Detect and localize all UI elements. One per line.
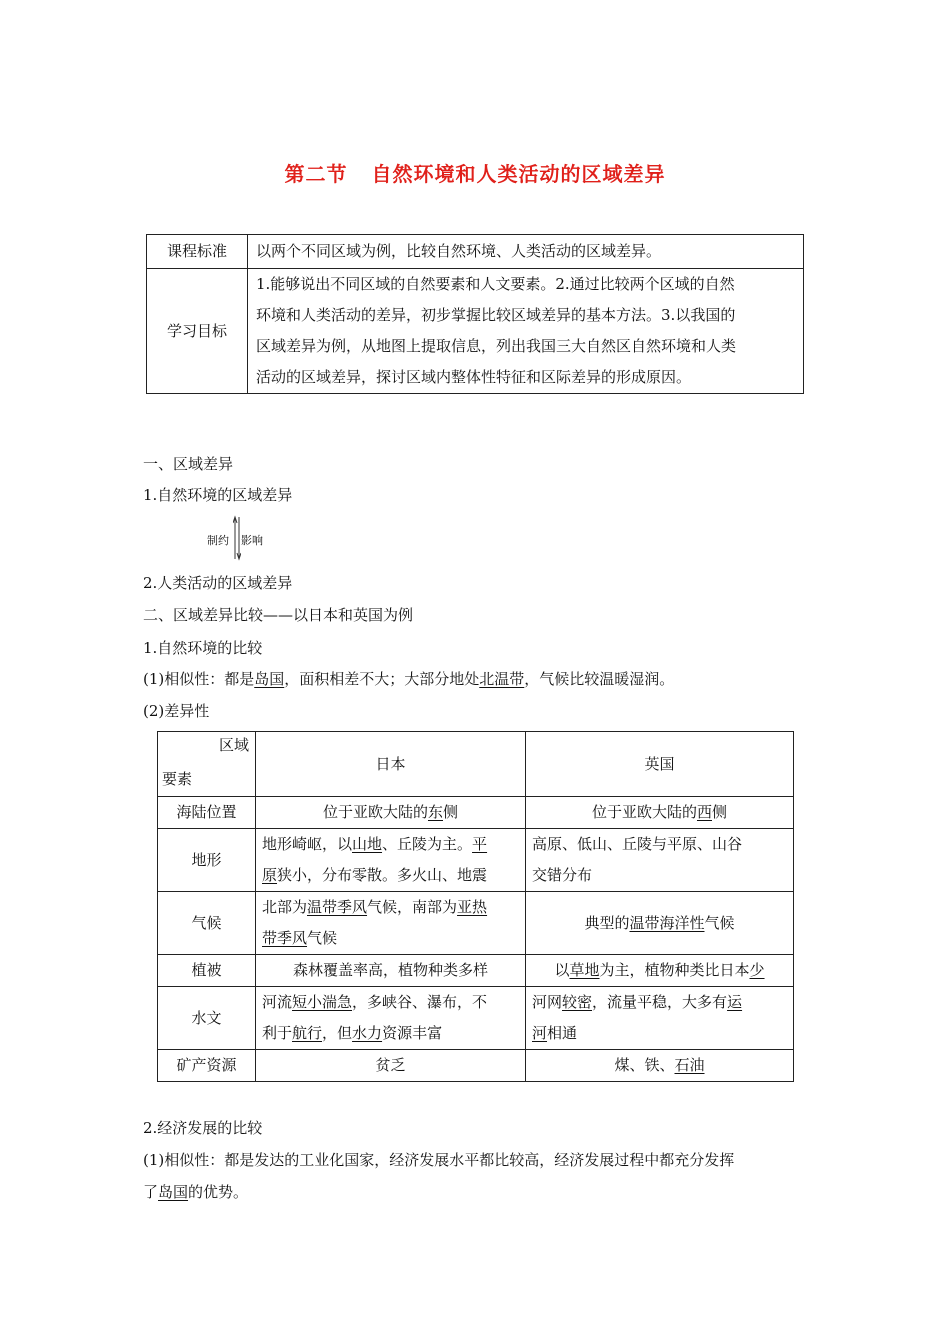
- text: 位于亚欧大陆的: [322, 803, 428, 821]
- answer: 河: [532, 1024, 548, 1042]
- text: 气候: [704, 913, 735, 932]
- japan-cell: 贫乏: [256, 1050, 526, 1082]
- text: 煤、铁、: [614, 1056, 675, 1074]
- diagonal-header-cell: [158, 732, 256, 797]
- answer: 短小湍急: [292, 993, 353, 1011]
- answer: 温带海洋性: [629, 913, 705, 932]
- table-header-row: [158, 732, 794, 797]
- header-uk: 英国: [526, 732, 794, 797]
- text: 北部为: [262, 898, 308, 916]
- relationship-arrows: [207, 515, 277, 561]
- answer: 东: [427, 803, 443, 821]
- text: 地形崎岖，以: [262, 835, 353, 853]
- economy-similarity-line: (1)相似性：都是发达的工业化国家，经济发展水平都比较高，经济发展过程中都充分发挥: [143, 1151, 735, 1169]
- japan-cell: [256, 987, 526, 1050]
- text: 、丘陵为主。: [382, 835, 473, 853]
- objectives-line: 1.能够说出不同区域的自然要素和人文要素。2.通过比较两个区域的自然: [256, 275, 735, 293]
- text: ，面积相差不大；大部分地处: [284, 670, 480, 688]
- answer: 较密: [562, 993, 593, 1011]
- text: 狭小，分布零散。多火山、地震: [277, 866, 488, 884]
- japan-cell: [256, 829, 526, 892]
- answer: 石油: [674, 1056, 705, 1074]
- text: 了: [143, 1183, 159, 1201]
- text: (1)相似性：都是: [143, 670, 255, 688]
- japan-cell: 森林覆盖率高，植物种类多样: [256, 955, 526, 987]
- text: ，多峡谷、瀑布，不: [352, 993, 488, 1011]
- uk-cell: [526, 892, 794, 955]
- row-category: 水文: [158, 987, 256, 1050]
- economy-similarity-line-2: [143, 1181, 248, 1203]
- uk-cell: [526, 955, 794, 987]
- answer: 山地: [352, 835, 383, 853]
- text: ，气候比较温暖湿润。: [524, 670, 675, 688]
- answer: 水力: [352, 1024, 383, 1042]
- subheading-natural-compare: 1.自然环境的比较: [143, 639, 263, 657]
- header-japan: 日本: [256, 732, 526, 797]
- uk-cell: [526, 829, 794, 892]
- text: 的优势。: [188, 1183, 249, 1201]
- uk-cell: [526, 797, 794, 829]
- answer: 岛国: [158, 1183, 189, 1201]
- text: 河流: [262, 993, 293, 1011]
- objectives-row: [147, 269, 804, 394]
- answer: 西: [696, 803, 712, 821]
- difference-heading: (2)差异性: [143, 702, 210, 720]
- constraint-label: 制约: [207, 534, 229, 547]
- row-category: 气候: [158, 892, 256, 955]
- double-arrow-icon: [233, 515, 241, 561]
- row-category: 地形: [158, 829, 256, 892]
- text: 气候，南部为: [367, 898, 458, 916]
- table-row: [158, 1050, 794, 1082]
- text: 气候: [307, 929, 338, 947]
- uk-cell: [526, 987, 794, 1050]
- answer: 平: [472, 835, 488, 853]
- answer: 亚热: [457, 898, 488, 916]
- title-section: 第二节: [284, 162, 348, 186]
- text: ，但: [322, 1024, 353, 1042]
- text: 交错分布: [532, 866, 593, 884]
- page-title: [0, 158, 950, 187]
- answer: 航行: [292, 1024, 323, 1042]
- text: 为主，植物种类比日本: [599, 961, 750, 979]
- objectives-line: 环境和人类活动的差异，初步掌握比较区域差异的基本方法。3.以我国的: [256, 306, 736, 324]
- section-heading-2: 二、区域差异比较——以日本和英国为例: [143, 606, 414, 624]
- table-row: [158, 829, 794, 892]
- text: 侧: [712, 803, 728, 821]
- subheading-natural-diff: 1.自然环境的区域差异: [143, 486, 293, 504]
- text: 以: [554, 961, 570, 979]
- row-category: 海陆位置: [158, 797, 256, 829]
- standards-row: [147, 235, 804, 269]
- japan-cell: [256, 797, 526, 829]
- answer: 岛国: [254, 670, 285, 688]
- objectives-line: 区域差异为例，从地图上提取信息，列出我国三大自然区自然环境和人类: [256, 337, 737, 355]
- text: 典型的: [584, 913, 630, 932]
- answer: 北温带: [479, 670, 525, 688]
- japan-cell: [256, 892, 526, 955]
- row-category: 矿产资源: [158, 1050, 256, 1082]
- table-row: [158, 955, 794, 987]
- answer: 运: [727, 993, 743, 1011]
- answer: 草地: [569, 961, 600, 979]
- table-row: [158, 797, 794, 829]
- objectives-text: [248, 269, 804, 394]
- table-row: [158, 987, 794, 1050]
- title-text: 自然环境和人类活动的区域差异: [371, 162, 666, 186]
- header-element: 要素: [162, 770, 193, 788]
- influence-label: 影响: [241, 534, 263, 547]
- header-region: 区域: [218, 736, 249, 754]
- uk-cell: [526, 1050, 794, 1082]
- standards-label: 课程标准: [147, 235, 248, 269]
- answer: 温带季风: [307, 898, 368, 916]
- similarity-line: [143, 668, 674, 690]
- text: 利于: [262, 1024, 293, 1042]
- text: 河网: [532, 993, 563, 1011]
- text: ，流量平稳，大多有: [592, 993, 728, 1011]
- table-row: [158, 892, 794, 955]
- section-heading-1: 一、区域差异: [143, 455, 234, 473]
- text: 资源丰富: [382, 1024, 443, 1042]
- subheading-human-diff: 2.人类活动的区域差异: [143, 574, 293, 592]
- objectives-label: 学习目标: [147, 269, 248, 394]
- text: 高原、低山、丘陵与平原、山谷: [532, 835, 743, 853]
- text: 相通: [547, 1024, 578, 1042]
- comparison-table: [157, 731, 794, 1082]
- objectives-line: 活动的区域差异，探讨区域内整体性特征和区际差异的形成原因。: [256, 368, 692, 386]
- answer: 少: [749, 961, 765, 979]
- subheading-economy: 2.经济发展的比较: [143, 1119, 263, 1137]
- standards-table: [146, 234, 804, 394]
- standards-text: 以两个不同区域为例，比较自然环境、人类活动的区域差异。: [248, 235, 804, 269]
- answer: 带季风: [262, 929, 308, 947]
- text: 侧: [443, 803, 459, 821]
- answer: 原: [262, 866, 278, 884]
- row-category: 植被: [158, 955, 256, 987]
- text: 位于亚欧大陆的: [591, 803, 697, 821]
